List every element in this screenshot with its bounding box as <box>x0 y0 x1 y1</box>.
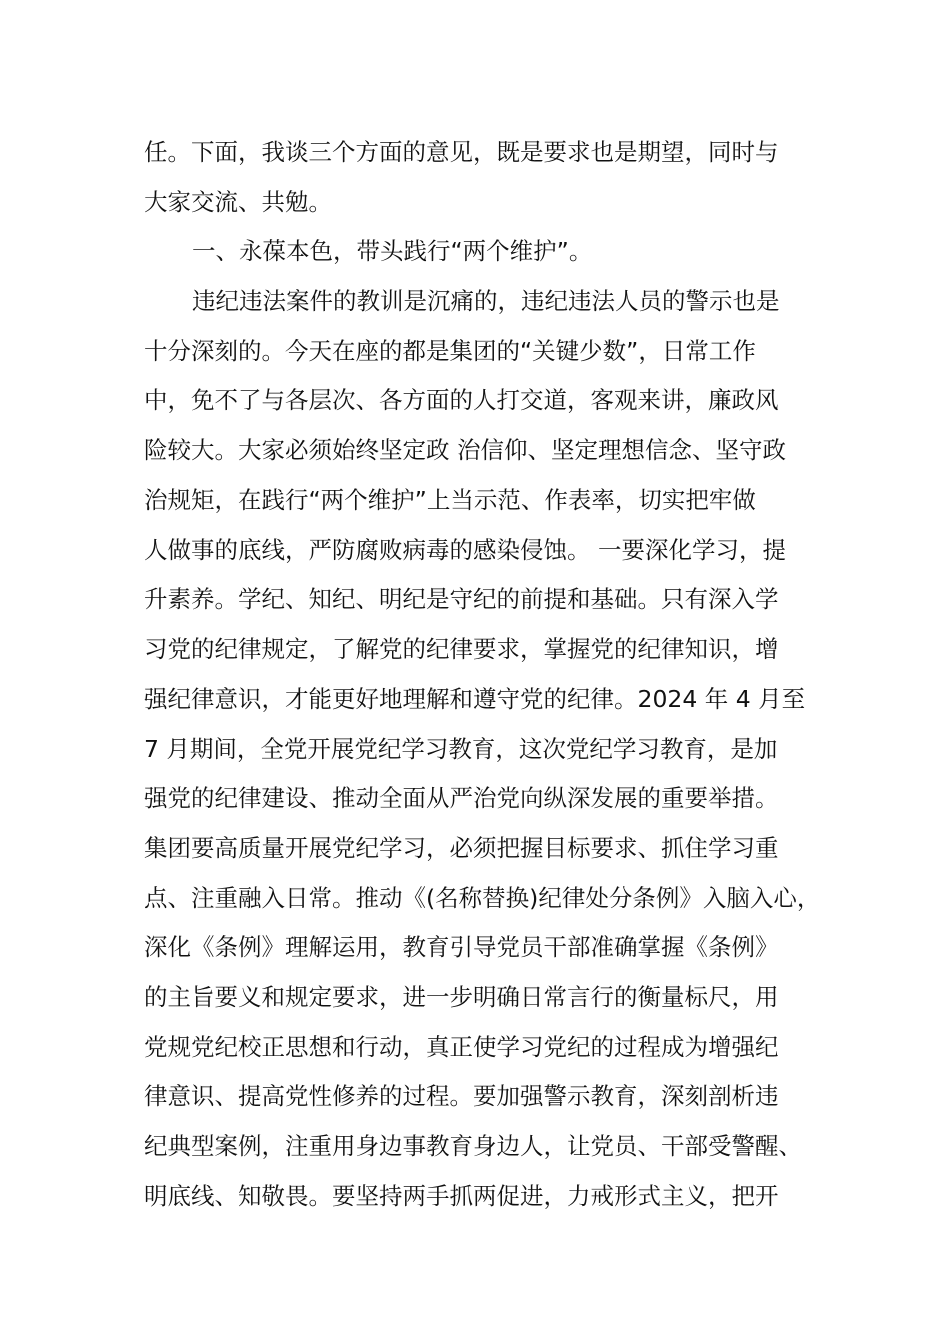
text-line-6: 中，免不了与各层次、各方面的人打交道，客观来讲，廉政风 <box>144 386 779 414</box>
text-line-14: 强党的纪律建设、推动全面从严治党向纵深发展的重要举措。 <box>144 784 779 812</box>
text-line-9: 人做事的底线，严防腐败病毒的感染侵蚀。 一要深化学习，提 <box>144 536 786 564</box>
text-line-17: 深化《条例》理解运用，教育引导党员干部准确掌握《条例》 <box>144 933 779 961</box>
section-heading: 一、永葆本色，带头践行“两个维护”。 <box>192 237 593 265</box>
text-line-18: 的主旨要义和规定要求，进一步明确日常言行的衡量标尺，用 <box>144 983 779 1011</box>
text-line-22: 明底线、知敬畏。要坚持两手抓两促进，力戒形式主义，把开 <box>144 1182 779 1210</box>
text-line-13: 7 月期间，全党开展党纪学习教育，这次党纪学习教育，是加 <box>144 735 778 763</box>
text-line-19: 党规党纪校正思想和行动，真正使学习党纪的过程成为增强纪 <box>144 1033 779 1061</box>
text-line-8: 治规矩，在践行“两个维护”上当示范、作表率，切实把牢做 <box>144 486 756 514</box>
text-line-1: 任。下面，我谈三个方面的意见，既是要求也是期望，同时与 <box>144 138 779 166</box>
text-line-7: 险较大。大家必须始终坚定政 治信仰、坚定理想信念、坚守政 <box>144 436 786 464</box>
text-line-10: 升素养。学纪、知纪、明纪是守纪的前提和基础。只有深入学 <box>144 585 779 613</box>
text-line-20: 律意识、提高党性修养的过程。要加强警示教育，深刻剖析违 <box>144 1082 779 1110</box>
text-line-21: 纪典型案例，注重用身边事教育身边人，让党员、干部受警醒、 <box>144 1132 802 1160</box>
text-line-11: 习党的纪律规定，了解党的纪律要求，掌握党的纪律知识，增 <box>144 635 779 663</box>
text-line-15: 集团要高质量开展党纪学习，必须把握目标要求、抓住学习重 <box>144 834 779 862</box>
text-line-2: 大家交流、共勉。 <box>144 188 332 216</box>
paragraph-start-line: 违纪违法案件的教训是沉痛的，违纪违法人员的警示也是 <box>192 287 780 315</box>
text-line-12: 强纪律意识，才能更好地理解和遵守党的纪律。2024 年 4 月至 <box>144 685 806 713</box>
text-line-5: 十分深刻的。今天在座的都是集团的“关键少数”，日常工作 <box>144 337 756 365</box>
text-line-16: 点、注重融入日常。推动《(名称替换)纪律处分条例》入脑入心， <box>144 884 821 912</box>
